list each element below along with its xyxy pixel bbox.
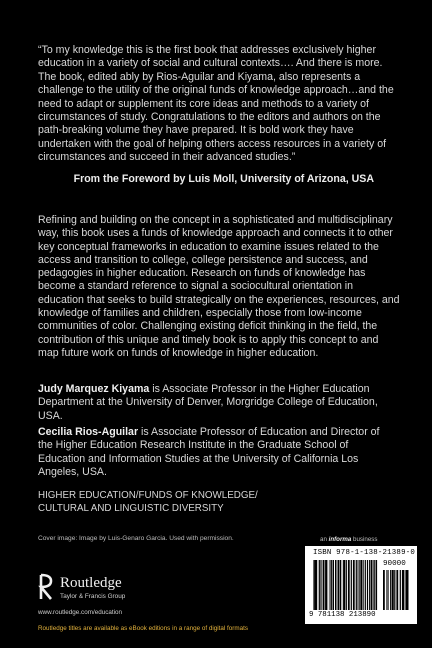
barcode-bar: [324, 560, 325, 610]
quote-attribution: From the Foreword by Luis Moll, University of Arizona, USA: [73, 173, 374, 185]
barcode-bar: [356, 560, 357, 610]
ebook-note: Routledge titles are available as eBook editions in a range of digital formats: [38, 625, 249, 632]
barcode-bar: [325, 560, 326, 610]
cover-image-credit: Cover image: Image by Luis-Genaro Garcia. Used with permission.: [38, 535, 234, 542]
informa-business-label: an informa business: [320, 536, 378, 543]
barcode-bar: [333, 560, 334, 610]
barcode-bar: [394, 570, 395, 610]
barcode-bar: [386, 570, 387, 610]
book-description: Refining and building on the concept in a sophisticated and multidisciplinary way, this book uses a funds of knowledge approach and connects it to other key conceptual frameworks in education to examine issues related to the access and transition to college, college persistence and success, and pedagogies in higher education. Research on funds of knowledge has become a standard reference to signal a sociocultural orientation in education that seeks to build strategically on the experiences, resources, and knowledge of families and children, especially those from low-income communities of color. Challenging existing deficit thinking in the field, the contribution of this unique and timely book is to apply this concept to and map future work on funds of knowledge in higher education.: [38, 214, 400, 359]
author-name: Cecilia Rios-Aguilar: [38, 426, 139, 438]
barcode-bar: [320, 560, 321, 610]
subject-line-2: CULTURAL AND LINGUISTIC DIVERSITY: [38, 503, 224, 515]
publisher-url[interactable]: www.routledge.com/education: [38, 609, 123, 616]
barcode-bar: [360, 560, 361, 610]
publisher-group: Taylor & Francis Group: [60, 593, 126, 600]
barcode-bar: [387, 570, 388, 610]
barcode-bar: [338, 560, 339, 610]
isbn-barcode: [305, 546, 417, 624]
barcode-bar: [329, 560, 330, 610]
barcode-bar: [359, 560, 360, 610]
barcode-bar: [343, 560, 344, 610]
barcode-bar: [319, 560, 320, 610]
barcode-bar: [376, 560, 377, 610]
barcode-bar: [393, 570, 394, 610]
barcode-bar: [356, 560, 357, 610]
barcode-addon-icon: [383, 570, 411, 610]
publisher-name: Routledge: [60, 575, 122, 591]
barcode-bar: [361, 560, 362, 610]
barcode-bar: [351, 560, 352, 610]
barcode-bar: [343, 560, 344, 610]
barcode-bar: [326, 560, 328, 610]
barcode-bar: [390, 570, 391, 610]
subject-line-1: HIGHER EDUCATION/FUNDS OF KNOWLEDGE/: [38, 490, 258, 501]
barcode-bar: [348, 560, 349, 610]
barcode-bar: [344, 560, 345, 610]
barcode-bar: [371, 560, 372, 610]
barcode-bar: [335, 560, 336, 610]
routledge-logo: [38, 573, 148, 609]
barcode-bar: [373, 560, 374, 610]
barcode-bar: [383, 570, 385, 610]
barcode-bar: [330, 560, 331, 610]
routledge-logo-icon: [38, 573, 54, 601]
author-bio-rios-aguilar: [38, 426, 396, 479]
barcode-bar: [403, 570, 404, 610]
barcode-bar: [313, 560, 314, 610]
barcode-bar: [315, 560, 317, 610]
barcode-bar: [365, 560, 366, 610]
ean-digits: 9 781138 213890: [309, 611, 376, 619]
author-bio-text: is Associate Professor in the Higher Education Department at the University of Denver, Morgridge College of Education, USA.: [38, 383, 378, 422]
price-code: 90000: [383, 560, 406, 568]
barcode-bar: [346, 560, 347, 610]
author-name: Judy Marquez Kiyama: [38, 383, 150, 395]
barcode-bar: [331, 560, 332, 610]
barcode-bar: [340, 560, 342, 610]
informa-brand: informa: [328, 536, 352, 543]
barcode-bar: [353, 560, 354, 610]
foreword-quote: “To my knowledge this is the first book that addresses exclusively higher education in a variety of social and cultural contexts…. And there is more. The book, edited ably by Rios-Aguilar and Kiyama, also represents a challenge to the utility of the original funds of knowledge approach…and the need to adapt or supplement its core ideas and methods to a variety of circumstances of study. Congratulations to the editors and authors on the path-breaking volume they have prepared. It is bold work they have undertaken with the goal of helping others access resources in a variety of circumstances and succeed in their advanced studies.”: [38, 44, 394, 164]
barcode-bar: [407, 570, 409, 610]
barcode-bar: [354, 560, 355, 610]
barcode-bar: [349, 560, 350, 610]
barcode-bar: [369, 560, 370, 610]
isbn-number: ISBN 978-1-138-21389-0: [313, 549, 415, 557]
barcode-bar: [374, 560, 375, 610]
author-bio-text: is Associate Professor of Education and Director of the Higher Education Research Institute in the Graduate School of Education and Information Studies at the University of California Los Angeles, USA.: [38, 426, 380, 478]
barcode-bar: [400, 570, 401, 610]
barcode-bar: [367, 560, 368, 610]
barcode-bar: [396, 570, 398, 610]
author-bio-kiyama: [38, 383, 396, 423]
barcode-bar: [373, 560, 374, 610]
barcode-bar: [337, 560, 338, 610]
barcode-bar: [363, 560, 364, 610]
barcode-icon: [313, 560, 379, 610]
subject-category: [38, 489, 396, 516]
